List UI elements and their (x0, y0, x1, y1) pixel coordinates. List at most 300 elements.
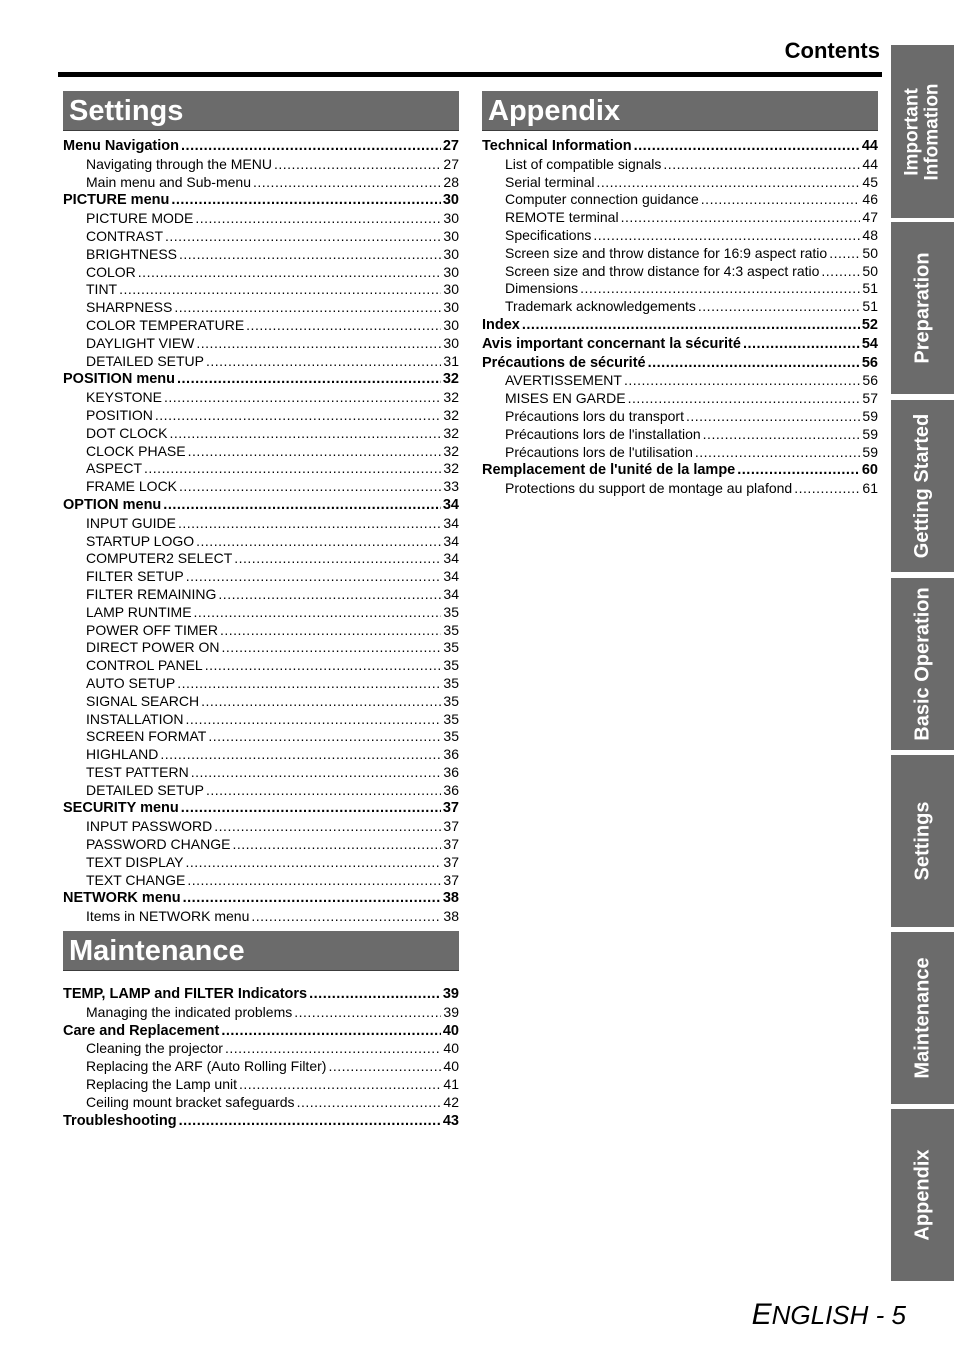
toc-entry-sub[interactable] (63, 854, 459, 872)
toc-leader-dots (686, 408, 860, 426)
toc-entry-sub[interactable] (63, 836, 459, 854)
toc-page-number: 41 (443, 1075, 459, 1092)
toc-leader-dots (221, 1022, 441, 1041)
toc-entry-sub[interactable] (63, 908, 459, 926)
toc-page-number: 56 (861, 354, 878, 371)
settings-section (63, 91, 459, 926)
toc-entry-main[interactable] (63, 1022, 459, 1041)
toc-leader-dots (829, 245, 860, 263)
toc-page-number: 30 (443, 334, 459, 351)
toc-leader-dots (179, 246, 441, 264)
toc-entry-title: FRAME LOCK (86, 478, 178, 495)
toc-entry-title: NETWORK menu (63, 890, 181, 907)
toc-leader-dots (177, 675, 441, 693)
header-rule (58, 72, 882, 77)
appendix-banner: Appendix (482, 91, 878, 131)
toc-entry-sub[interactable] (63, 281, 459, 299)
toc-entry-title: Troubleshooting (63, 1112, 177, 1129)
toc-entry-title: LAMP RUNTIME (86, 603, 192, 620)
toc-entry-sub[interactable] (63, 1058, 459, 1076)
toc-entry-sub[interactable] (63, 693, 459, 711)
toc-entry-title: Avis important concernant la sécurité (482, 335, 741, 352)
toc-page-number: 30 (443, 227, 459, 244)
page-title: Contents (784, 38, 880, 63)
toc-leader-dots (206, 782, 441, 800)
toc-leader-dots (186, 854, 442, 872)
toc-entry-title: TINT (86, 281, 118, 298)
toc-entry-sub[interactable] (63, 764, 459, 782)
toc-entry-title: DAYLIGHT VIEW (86, 334, 195, 351)
toc-page-number: 34 (442, 496, 459, 513)
toc-entry-sub[interactable] (63, 1076, 459, 1094)
toc-entry-title: Précautions lors de l'installation (505, 425, 701, 442)
toc-leader-dots (794, 480, 860, 498)
toc-entry-sub[interactable] (63, 264, 459, 282)
toc-leader-dots (171, 191, 441, 210)
toc-entry-title: BRIGHTNESS (86, 245, 178, 262)
toc-entry-title: Main menu and Sub-menu (86, 173, 251, 190)
toc-leader-dots (274, 156, 441, 174)
toc-entry-sub[interactable] (482, 245, 878, 263)
toc-entry-sub[interactable] (63, 604, 459, 622)
toc-entry-title: INPUT PASSWORD (86, 818, 213, 835)
toc-page-number: 35 (443, 710, 459, 727)
toc-entry-title: COLOR TEMPERATURE (86, 316, 245, 333)
toc-entry-sub[interactable] (482, 426, 878, 444)
toc-entry-title: AUTO SETUP (86, 674, 176, 691)
toc-page-number: 38 (443, 908, 459, 925)
toc-entry-main[interactable] (63, 889, 459, 908)
toc-entry-title: Screen size and throw distance for 16:9 aspect ratio (505, 244, 828, 261)
toc-leader-dots (194, 604, 442, 622)
toc-entry-title: Index (482, 316, 520, 333)
tab-important-information[interactable] (891, 45, 954, 218)
toc-page-number: 57 (862, 390, 878, 407)
toc-leader-dots (234, 550, 441, 568)
toc-leader-dots (309, 985, 441, 1004)
toc-entry-sub[interactable] (482, 263, 878, 281)
toc-leader-dots (196, 533, 441, 551)
tab-label-line1: Important (901, 87, 923, 176)
toc-entry-title: COMPUTER2 SELECT (86, 550, 233, 567)
toc-entry-sub[interactable] (63, 460, 459, 478)
toc-leader-dots (225, 1040, 441, 1058)
toc-leader-dots (196, 335, 441, 353)
toc-page-number: 40 (442, 1022, 459, 1039)
tab-appendix[interactable] (891, 1109, 954, 1281)
toc-page-number: 52 (861, 316, 878, 333)
toc-page-number: 46 (862, 191, 878, 208)
toc-leader-dots (179, 1112, 441, 1131)
toc-entry-sub[interactable] (63, 407, 459, 425)
toc-page-number: 30 (442, 192, 459, 209)
toc-page-number: 56 (862, 372, 878, 389)
toc-entry-sub[interactable] (63, 1004, 459, 1022)
toc-entry-sub[interactable] (63, 533, 459, 551)
toc-page-number: 59 (862, 425, 878, 442)
toc-leader-dots (144, 460, 441, 478)
toc-entry-title: DIRECT POWER ON (86, 639, 220, 656)
toc-entry-main[interactable] (63, 370, 459, 389)
toc-leader-dots (232, 836, 441, 854)
toc-leader-dots (297, 1094, 442, 1112)
toc-page-number: 34 (443, 532, 459, 549)
toc-entry-sub[interactable] (63, 550, 459, 568)
toc-entry-sub[interactable] (63, 228, 459, 246)
toc-entry-sub[interactable] (63, 174, 459, 192)
toc-entry-title: POWER OFF TIMER (86, 621, 218, 638)
toc-entry-title: Technical Information (482, 138, 632, 154)
toc-entry-title: PICTURE menu (63, 192, 170, 209)
toc-page-number: 50 (862, 244, 878, 261)
toc-page-number: 48 (862, 226, 878, 243)
toc-page-number: 27 (443, 155, 459, 172)
toc-entry-sub[interactable] (63, 728, 459, 746)
toc-leader-dots (701, 191, 861, 209)
toc-entry-title: Computer connection guidance (505, 191, 699, 208)
toc-page-number: 61 (862, 480, 878, 497)
toc-entry-sub[interactable] (482, 191, 878, 209)
toc-page-number: 30 (443, 263, 459, 280)
toc-page-number: 39 (442, 986, 459, 1002)
tab-label: Basic Operation (911, 587, 934, 741)
toc-entry-title: SCREEN FORMAT (86, 728, 207, 745)
toc-page-number: 32 (443, 406, 459, 423)
toc-leader-dots (220, 622, 441, 640)
toc-page-number: 33 (443, 478, 459, 495)
toc-entry-title: COLOR (86, 263, 136, 280)
toc-leader-dots (743, 335, 860, 354)
toc-entry-sub[interactable] (63, 389, 459, 407)
toc-entry-title: FILTER SETUP (86, 568, 184, 585)
toc-leader-dots (208, 728, 441, 746)
toc-leader-dots (191, 764, 442, 782)
toc-entry-title: Care and Replacement (63, 1022, 220, 1039)
toc-leader-dots (163, 496, 441, 515)
footer-first-letter: E (751, 1298, 772, 1331)
toc-leader-dots (663, 156, 860, 174)
toc-entry-main[interactable] (482, 137, 878, 156)
toc-leader-dots (596, 174, 860, 192)
tab-basic-operation[interactable] (891, 578, 954, 750)
toc-page-number: 34 (443, 514, 459, 531)
toc-entry-main[interactable] (63, 985, 459, 1004)
toc-leader-dots (165, 228, 441, 246)
toc-entry-title: Menu Navigation (63, 138, 180, 154)
toc-page-number: 37 (443, 818, 459, 835)
toc-page-number: 59 (862, 407, 878, 424)
toc-entry-main[interactable] (482, 354, 878, 373)
toc-page-number: 37 (443, 853, 459, 870)
toc-page-number: 54 (861, 335, 878, 352)
toc-entry-title: Navigating through the MENU (86, 155, 272, 172)
toc-leader-dots (183, 889, 441, 908)
toc-leader-dots (188, 443, 442, 461)
tab-label: Maintenance (911, 957, 934, 1079)
toc-leader-dots (160, 746, 441, 764)
toc-page-number: 40 (443, 1058, 459, 1075)
toc-leader-dots (214, 818, 441, 836)
toc-page-number: 51 (862, 298, 878, 315)
toc-entry-sub[interactable] (482, 156, 878, 174)
toc-entry-title: CONTRAST (86, 227, 163, 244)
toc-leader-dots (294, 1004, 441, 1022)
toc-page-number: 30 (443, 316, 459, 333)
tab-label: Appendix (911, 1149, 934, 1241)
toc-page-number: 51 (862, 280, 878, 297)
toc-page-number: 34 (443, 585, 459, 602)
toc-page-number: 47 (862, 209, 878, 226)
toc-entry-sub[interactable] (63, 299, 459, 317)
toc-leader-dots (181, 799, 441, 818)
toc-leader-dots (186, 711, 442, 729)
toc-entry-sub[interactable] (63, 1040, 459, 1058)
toc-entry-sub[interactable] (63, 317, 459, 335)
toc-page-number: 32 (442, 371, 459, 388)
toc-page-number: 37 (442, 800, 459, 817)
toc-entry-sub[interactable] (482, 227, 878, 245)
toc-leader-dots (179, 478, 441, 496)
toc-entry-sub[interactable] (482, 174, 878, 192)
toc-entry-main[interactable] (63, 496, 459, 515)
toc-entry-title: Specifications (505, 226, 592, 243)
toc-leader-dots (624, 372, 860, 390)
toc-entry-sub[interactable] (63, 675, 459, 693)
toc-page-number: 35 (443, 674, 459, 691)
toc-entry-sub[interactable] (63, 353, 459, 371)
toc-entry-title: ASPECT (86, 460, 143, 477)
toc-entry-sub[interactable] (63, 246, 459, 264)
toc-entry-title: OPTION menu (63, 496, 162, 513)
toc-entry-title: SIGNAL SEARCH (86, 692, 200, 709)
settings-banner: Settings (63, 91, 459, 131)
toc-leader-dots (246, 317, 441, 335)
toc-entry-sub[interactable] (63, 425, 459, 443)
toc-entry-title: CLOCK PHASE (86, 442, 186, 459)
toc-entry-title: DETAILED SETUP (86, 352, 204, 369)
toc-entry-title: PICTURE MODE (86, 210, 194, 227)
toc-entry-title: STARTUP LOGO (86, 532, 195, 549)
toc-entry-title: Replacing the ARF (Auto Rolling Filter) (86, 1058, 327, 1075)
toc-entry-sub[interactable] (63, 657, 459, 675)
settings-toc (63, 137, 459, 926)
toc-entry-sub[interactable] (63, 443, 459, 461)
toc-entry-sub[interactable] (482, 280, 878, 298)
toc-leader-dots (218, 586, 441, 604)
toc-entry-title: Cleaning the projector (86, 1040, 223, 1057)
toc-page-number: 31 (443, 352, 459, 369)
toc-entry-title: Protections du support de montage au plafond (505, 480, 793, 497)
toc-page-number: 44 (861, 138, 878, 154)
toc-page-number: 27 (442, 138, 459, 154)
toc-entry-title: TEMP, LAMP and FILTER Indicators (63, 986, 308, 1002)
toc-entry-title: SHARPNESS (86, 299, 173, 316)
toc-page-number: 37 (443, 836, 459, 853)
toc-entry-title: TEST PATTERN (86, 763, 189, 780)
toc-leader-dots (178, 515, 441, 533)
toc-page-number: 30 (443, 281, 459, 298)
toc-entry-title: MISES EN GARDE (505, 390, 626, 407)
toc-page-number: 60 (861, 462, 878, 479)
toc-page-number: 45 (862, 173, 878, 190)
toc-page-number: 35 (443, 603, 459, 620)
toc-page-number: 59 (862, 443, 878, 460)
toc-leader-dots (186, 568, 442, 586)
tab-preparation[interactable] (891, 222, 954, 394)
toc-entry-main[interactable] (482, 316, 878, 335)
toc-entry-title: REMOTE terminal (505, 209, 619, 226)
toc-leader-dots (181, 137, 441, 156)
toc-leader-dots (119, 281, 441, 299)
toc-leader-dots (169, 425, 441, 443)
toc-leader-dots (698, 298, 861, 316)
toc-entry-sub[interactable] (63, 782, 459, 800)
toc-entry-sub[interactable] (482, 298, 878, 316)
toc-entry-title: INSTALLATION (86, 710, 184, 727)
toc-page-number: 40 (443, 1040, 459, 1057)
toc-entry-title: CONTROL PANEL (86, 657, 203, 674)
toc-entry-title: SECURITY menu (63, 800, 179, 817)
toc-entry-sub[interactable] (63, 818, 459, 836)
toc-entry-sub[interactable] (63, 639, 459, 657)
toc-page-number: 50 (862, 262, 878, 279)
toc-entry-title: Précautions lors de l'utilisation (505, 443, 693, 460)
toc-entry-sub[interactable] (63, 1094, 459, 1112)
toc-entry-sub[interactable] (482, 480, 878, 498)
toc-page-number: 39 (443, 1003, 459, 1020)
maintenance-banner: Maintenance (63, 931, 459, 971)
toc-entry-sub[interactable] (63, 746, 459, 764)
toc-entry-sub[interactable] (63, 711, 459, 729)
toc-entry-title: FILTER REMAINING (86, 585, 217, 602)
toc-entry-title: PASSWORD CHANGE (86, 836, 231, 853)
toc-page-number: 44 (862, 155, 878, 172)
toc-page-number: 35 (443, 621, 459, 638)
toc-page-number: 36 (443, 746, 459, 763)
toc-page-number: 42 (443, 1093, 459, 1110)
toc-page-number: 38 (442, 890, 459, 907)
toc-leader-dots (222, 639, 442, 657)
toc-leader-dots (621, 209, 861, 227)
toc-leader-dots (155, 407, 442, 425)
toc-entry-sub[interactable] (482, 372, 878, 390)
toc-leader-dots (251, 908, 441, 926)
tab-maintenance[interactable] (891, 932, 954, 1104)
toc-leader-dots (328, 1058, 441, 1076)
toc-leader-dots (593, 227, 860, 245)
toc-leader-dots (522, 316, 860, 335)
toc-entry-sub[interactable] (63, 872, 459, 890)
toc-leader-dots (703, 426, 861, 444)
toc-entry-title: Trademark acknowledgements (505, 298, 696, 315)
page-number (752, 1298, 906, 1332)
tab-label: Getting Started (911, 413, 934, 559)
maintenance-section (63, 931, 459, 1130)
toc-entry-title: POSITION (86, 406, 153, 423)
toc-page-number: 36 (443, 763, 459, 780)
toc-entry-sub[interactable] (63, 335, 459, 353)
toc-entry-main[interactable] (63, 137, 459, 156)
appendix-toc (482, 137, 878, 498)
toc-entry-title: Précautions lors du transport (505, 407, 684, 424)
toc-entry-sub[interactable] (63, 478, 459, 496)
toc-entry-title: Précautions de sécurité (482, 354, 646, 371)
toc-page-number: 30 (443, 245, 459, 262)
toc-page-number: 36 (443, 781, 459, 798)
toc-leader-dots (174, 299, 441, 317)
toc-entry-title: Serial terminal (505, 173, 595, 190)
toc-leader-dots (737, 461, 860, 480)
toc-entry-main[interactable] (63, 799, 459, 818)
toc-entry-title: Ceiling mount bracket safeguards (86, 1093, 295, 1110)
tab-settings[interactable] (891, 755, 954, 927)
toc-page-number: 32 (443, 442, 459, 459)
toc-entry-title: POSITION menu (63, 371, 175, 388)
toc-leader-dots (205, 657, 442, 675)
toc-entry-title: TEXT DISPLAY (86, 853, 184, 870)
toc-entry-title: Dimensions (505, 280, 579, 297)
toc-leader-dots (648, 354, 860, 373)
toc-entry-sub[interactable] (63, 568, 459, 586)
toc-entry-sub[interactable] (482, 390, 878, 408)
toc-leader-dots (580, 280, 860, 298)
toc-page-number: 32 (443, 389, 459, 406)
toc-entry-title: DETAILED SETUP (86, 781, 204, 798)
tab-getting-started[interactable] (891, 400, 954, 572)
toc-leader-dots (253, 174, 441, 192)
appendix-section (482, 91, 878, 498)
toc-page-number: 35 (443, 639, 459, 656)
toc-entry-sub[interactable] (63, 622, 459, 640)
toc-entry-sub[interactable] (63, 156, 459, 174)
toc-leader-dots (634, 137, 860, 156)
toc-entry-title: List of compatible signals (505, 155, 662, 172)
toc-entry-sub[interactable] (63, 586, 459, 604)
toc-leader-dots (628, 390, 861, 408)
toc-entry-title: HIGHLAND (86, 746, 159, 763)
toc-entry-title: Remplacement de l'unité de la lampe (482, 462, 736, 479)
toc-page-number: 35 (443, 692, 459, 709)
toc-entry-sub[interactable] (482, 444, 878, 462)
toc-leader-dots (164, 389, 441, 407)
toc-entry-sub[interactable] (482, 408, 878, 426)
toc-leader-dots (201, 693, 441, 711)
toc-entry-main[interactable] (482, 335, 878, 354)
toc-entry-main[interactable] (482, 461, 878, 480)
toc-entry-title: Items in NETWORK menu (86, 908, 250, 925)
toc-entry-title: TEXT CHANGE (86, 871, 186, 888)
toc-page-number: 43 (442, 1112, 459, 1129)
toc-entry-main[interactable] (63, 191, 459, 210)
toc-entry-main[interactable] (63, 1112, 459, 1131)
toc-entry-title: KEYSTONE (86, 389, 162, 406)
maintenance-toc (63, 985, 459, 1130)
toc-page-number: 32 (443, 424, 459, 441)
toc-leader-dots (195, 210, 441, 228)
toc-page-number: 34 (443, 550, 459, 567)
toc-leader-dots (239, 1076, 441, 1094)
toc-entry-sub[interactable] (63, 210, 459, 228)
tab-label-line2: Infomation (921, 82, 943, 181)
toc-page-number: 34 (443, 568, 459, 585)
toc-leader-dots (138, 264, 442, 282)
toc-page-number: 32 (443, 460, 459, 477)
toc-page-number: 35 (443, 728, 459, 745)
toc-entry-sub[interactable] (482, 209, 878, 227)
toc-entry-sub[interactable] (63, 515, 459, 533)
tab-label: Settings (911, 801, 934, 881)
toc-page-number: 35 (443, 657, 459, 674)
